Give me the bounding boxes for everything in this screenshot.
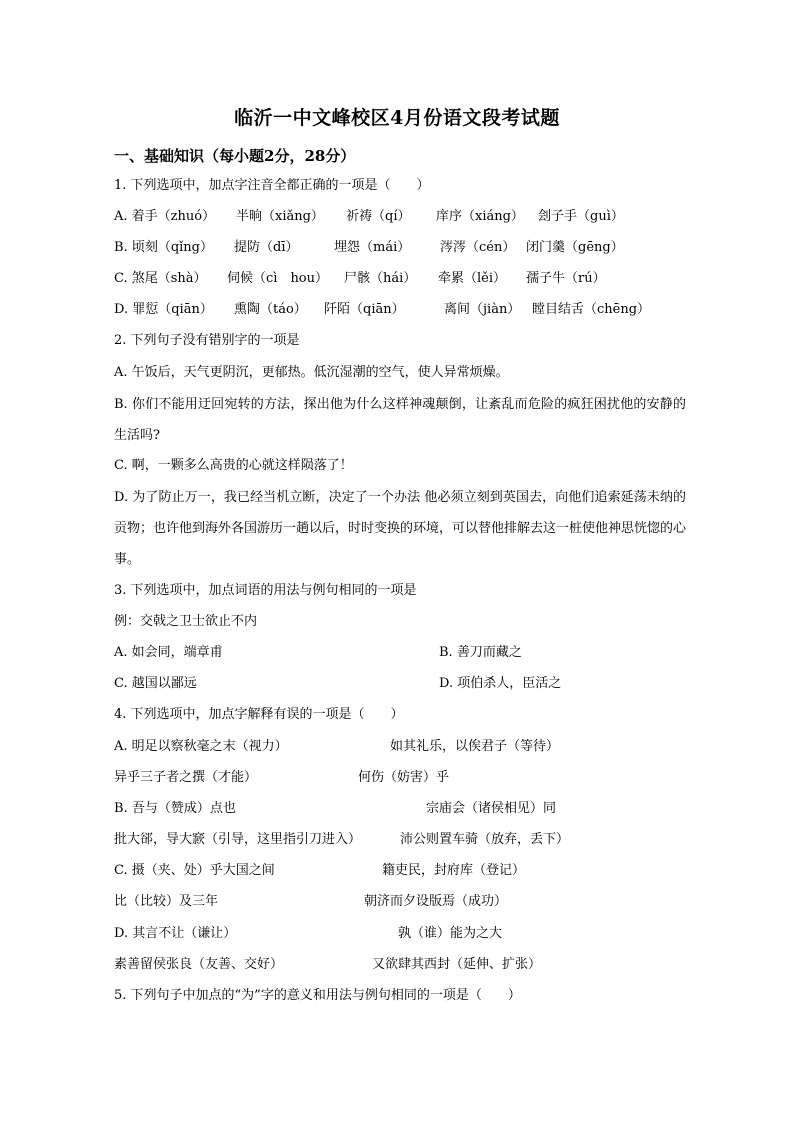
question-2-option-a: A. 午饭后，天气更阴沉，更郁热。低沉湿潮的空气，使人异常烦燥。 [114,365,509,380]
option-item: 瞠目结舌（chēng） [532,302,651,317]
option-item: 比（比较）及三年 [114,894,219,909]
option-item: B. 吾与（赞成）点也 [114,801,236,816]
option-item: 尸骸（hái） [344,271,417,286]
question-1-stem: 1. 下列选项中，加点字注音全都正确的一项是（ ） [114,178,430,193]
question-2-option-b: B. 你们不能用迂回宛转的方法，探出他为什么这样神魂颠倒，让紊乱而危险的疯狂困扰他的安静的生活吗? [114,397,686,443]
option-item: 埋怨（mái） [334,240,411,255]
question-2-option-d: D. 为了防止万一，我已经当机立断，决定了一个办法 他必须立刻到英国去，向他们追索延荡未纳的贡物；也许他到海外各国游历一趟以后，时时变换的环境，可以替他排解去这一桩使他神思恍惚的心事。 [114,490,687,567]
option-item: B. 顷刻（qǐng） [114,240,213,255]
option-item: 何伤（妨害）乎 [358,770,450,785]
option-item: C. 越国以鄙远 [114,676,197,691]
option-item: 如其礼乐，以俟君子（等待） [390,739,560,754]
option-item: B. 善刀而藏之 [439,645,522,660]
option-item: 异乎三子者之撰（才能） [114,770,258,785]
option-item: 闭门羹（gēng） [526,240,624,255]
section-heading: 一、基础知识（每小题2分，28分） [114,147,356,165]
question-2-option-c: C. 啊，一颗多么高贵的心就这样陨落了！ [114,458,353,473]
option-item: 宗庙会（诸侯相见）同 [426,801,557,816]
question-4-stem: 4. 下列选项中，加点字解释有误的一项是（ ） [114,707,404,722]
option-item: 朝济而夕设版焉（成功） [364,894,508,909]
option-item: 批大郤，导大窾（引导，这里指引刀进入） [114,832,362,847]
option-item: 籍吏民，封府库（登记） [382,863,526,878]
option-item: 涔涔（cén） [440,240,516,255]
option-item: D. 其言不让（谦让） [114,926,237,941]
question-3-example: 例：交戟之卫士欲止不内 [114,614,258,629]
question-3-stem: 3. 下列选项中，加点词语的用法与例句相同的一项是 [114,583,417,598]
option-item: 又欲肆其西封（延伸、扩张） [372,957,542,972]
option-item: A. 着手（zhuó） [114,209,216,224]
option-item: 刽子手（guì） [538,209,624,224]
question-5-stem: 5. 下列句子中加点的“为”字的意义和用法与例句相同的一项是（ ） [114,988,521,1003]
option-item: D. 项伯杀人，臣活之 [439,676,562,691]
option-item: 阡陌（qiān） [324,302,405,317]
option-item: 沛公则置车骑（放弃，丢下） [400,832,570,847]
option-item: 庠序（xiáng） [436,209,524,224]
question-2-stem: 2. 下列句子没有错别字的一项是 [114,333,300,348]
option-item: 孺子牛（rú） [526,271,606,286]
option-item: 孰（谁）能为之大 [398,926,503,941]
option-item: 熏陶（táo） [234,302,307,317]
option-item: 离间（jiàn） [444,302,521,317]
option-item: C. 摄（夹、处）乎大国之间 [114,863,275,878]
option-item: 半晌（xiǎng） [236,209,324,224]
option-item: A. 如会同，端章甫 [114,645,223,660]
page-title: 临沂一中文峰校区4月份语文段考试题 [234,107,560,129]
option-item: 伺候（cì hou） [227,271,329,286]
option-item: 素善留侯张良（友善、交好） [114,957,284,972]
option-item: D. 罪愆（qiān） [114,302,213,317]
option-item: 牵累（lěi） [438,271,507,286]
option-item: 提防（dī） [234,240,299,255]
option-item: A. 明足以察秋毫之末（视力） [114,739,288,754]
option-item: C. 煞尾（shà） [114,271,207,286]
option-item: 祈祷（qí） [346,209,411,224]
